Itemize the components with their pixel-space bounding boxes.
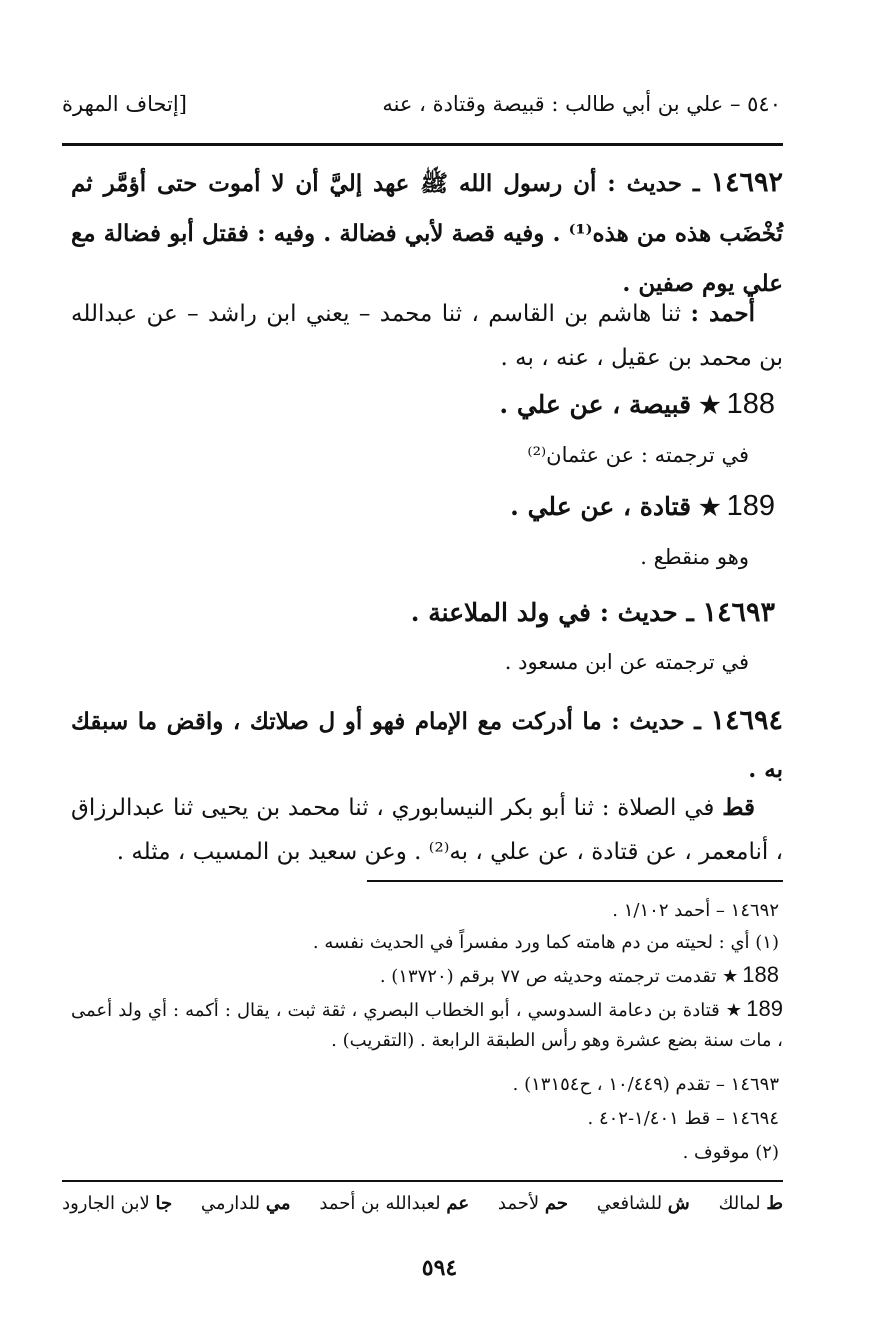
hadith-text: في ولد الملاعنة . bbox=[410, 598, 591, 627]
hadith-14692-source bbox=[71, 292, 783, 380]
legend-item: ط لمالك bbox=[718, 1193, 783, 1214]
hadith-number: ١٤٦٩٣ bbox=[702, 597, 775, 628]
hadith-label: ـ حديث : bbox=[599, 598, 694, 627]
entry-text: قتادة ، عن علي . bbox=[510, 492, 692, 521]
footnote-text: ★ تقدمت ترجمته وحديثه ص ٧٧ برقم (١٣٧٢٠) . bbox=[379, 966, 739, 987]
page-number: ٥٩٤ bbox=[421, 1255, 458, 1281]
entry-189-note: وهو منقطع . bbox=[640, 545, 749, 569]
footnote-14693: ١٤٦٩٣ – تقدم (١٠/٤٤٩ ، ح١٣١٥٤) . bbox=[512, 1074, 779, 1095]
entry-number: 189 bbox=[726, 490, 775, 522]
footnote-14694: ١٤٦٩٤ – قط ١/٤٠١-٤٠٢ . bbox=[587, 1108, 779, 1129]
footnote-text: ★ قتادة بن دعامة السدوسي ، أبو الخطاب البصري ، ثقة ثبت ، يقال : أكمه : أي ولد أعمى ، مات سنة بضع عشرة وهو رأس الطبقة الرابعة . (التقريب) . bbox=[71, 1000, 783, 1051]
hadith-text: ما أدركت مع الإمام فهو أو ل صلاتك ، واقض ما سبقك به . bbox=[71, 708, 783, 783]
footnote-1: (١) أي : لحيته من دم هامته كما ورد مفسراً في الحديث نفسه . bbox=[312, 932, 779, 953]
star-icon: ★ bbox=[699, 492, 721, 521]
hadith-14693-note: في ترجمته عن ابن مسعود . bbox=[504, 650, 749, 674]
hadith-label: ـ حديث : bbox=[607, 170, 700, 197]
footnote-number: 188 bbox=[742, 962, 779, 987]
footnote-188 bbox=[380, 960, 779, 992]
hadith-number: ١٤٦٩٤ bbox=[710, 705, 783, 736]
footnote-14692: ١٤٦٩٢ – أحمد ١/١٠٢ . bbox=[612, 900, 779, 921]
entry-188-note: في ترجمته : عن عثمان⁽²⁾ bbox=[527, 443, 749, 467]
legend-rule bbox=[62, 1180, 783, 1182]
running-header-title: ٥٤٠ – علي بن أبي طالب : قبيصة وقتادة ، عنه bbox=[382, 92, 781, 116]
source-label: أحمد : bbox=[690, 300, 755, 327]
legend-item: مي للدارمي bbox=[200, 1193, 291, 1214]
footnote-rule bbox=[367, 880, 783, 882]
hadith-14692 bbox=[71, 158, 783, 309]
hadith-14694 bbox=[71, 697, 783, 794]
header-rule bbox=[62, 143, 783, 146]
star-icon: ★ bbox=[699, 390, 721, 419]
hadith-number: ١٤٦٩٢ bbox=[710, 167, 783, 198]
hadith-14694-source bbox=[71, 786, 783, 874]
narrator-entry-189 bbox=[510, 490, 775, 523]
footnote-number: 189 bbox=[746, 996, 783, 1021]
running-header-book: [إتحاف المهرة bbox=[62, 92, 187, 116]
footnote-189 bbox=[71, 994, 783, 1056]
abbreviation-legend bbox=[62, 1193, 783, 1214]
hadith-label: ـ حديث : bbox=[611, 708, 701, 735]
entry-number: 188 bbox=[726, 388, 775, 420]
source-label: قط bbox=[722, 794, 756, 821]
source-text: ثنا هاشم بن القاسم ، ثنا محمد – يعني ابن راشد – عن عبدالله بن محمد بن عقيل ، عنه ، به . bbox=[71, 301, 783, 371]
legend-item: عم لعبدالله بن أحمد bbox=[319, 1193, 470, 1214]
narrator-entry-188 bbox=[499, 388, 775, 421]
source-text: في الصلاة : ثنا أبو بكر النيسابوري ، ثنا محمد بن يحيى ثنا عبدالرزاق ، أنامعمر ، عن قتادة ، عن علي ، به⁽²⁾ . وعن سعيد بن المسيب ، مثله . bbox=[71, 795, 783, 865]
entry-text: قبيصة ، عن علي . bbox=[499, 390, 692, 419]
hadith-14693 bbox=[411, 597, 775, 628]
hadith-text: أن رسول الله ﷺ عهد إليَّ أن لا أموت حتى أؤمَّر ثم تُخْضَب هذه من هذه⁽¹⁾ . وفيه قصة لأبي فضالة . وفيه : فقتل أبو فضالة مع علي يوم صفين . bbox=[71, 170, 784, 297]
legend-item: ش للشافعي bbox=[596, 1193, 690, 1214]
legend-item: حم لأحمد bbox=[497, 1193, 568, 1214]
footnote-2: (٢) موقوف . bbox=[682, 1142, 779, 1163]
legend-item: جا لابن الجارود bbox=[62, 1193, 173, 1214]
